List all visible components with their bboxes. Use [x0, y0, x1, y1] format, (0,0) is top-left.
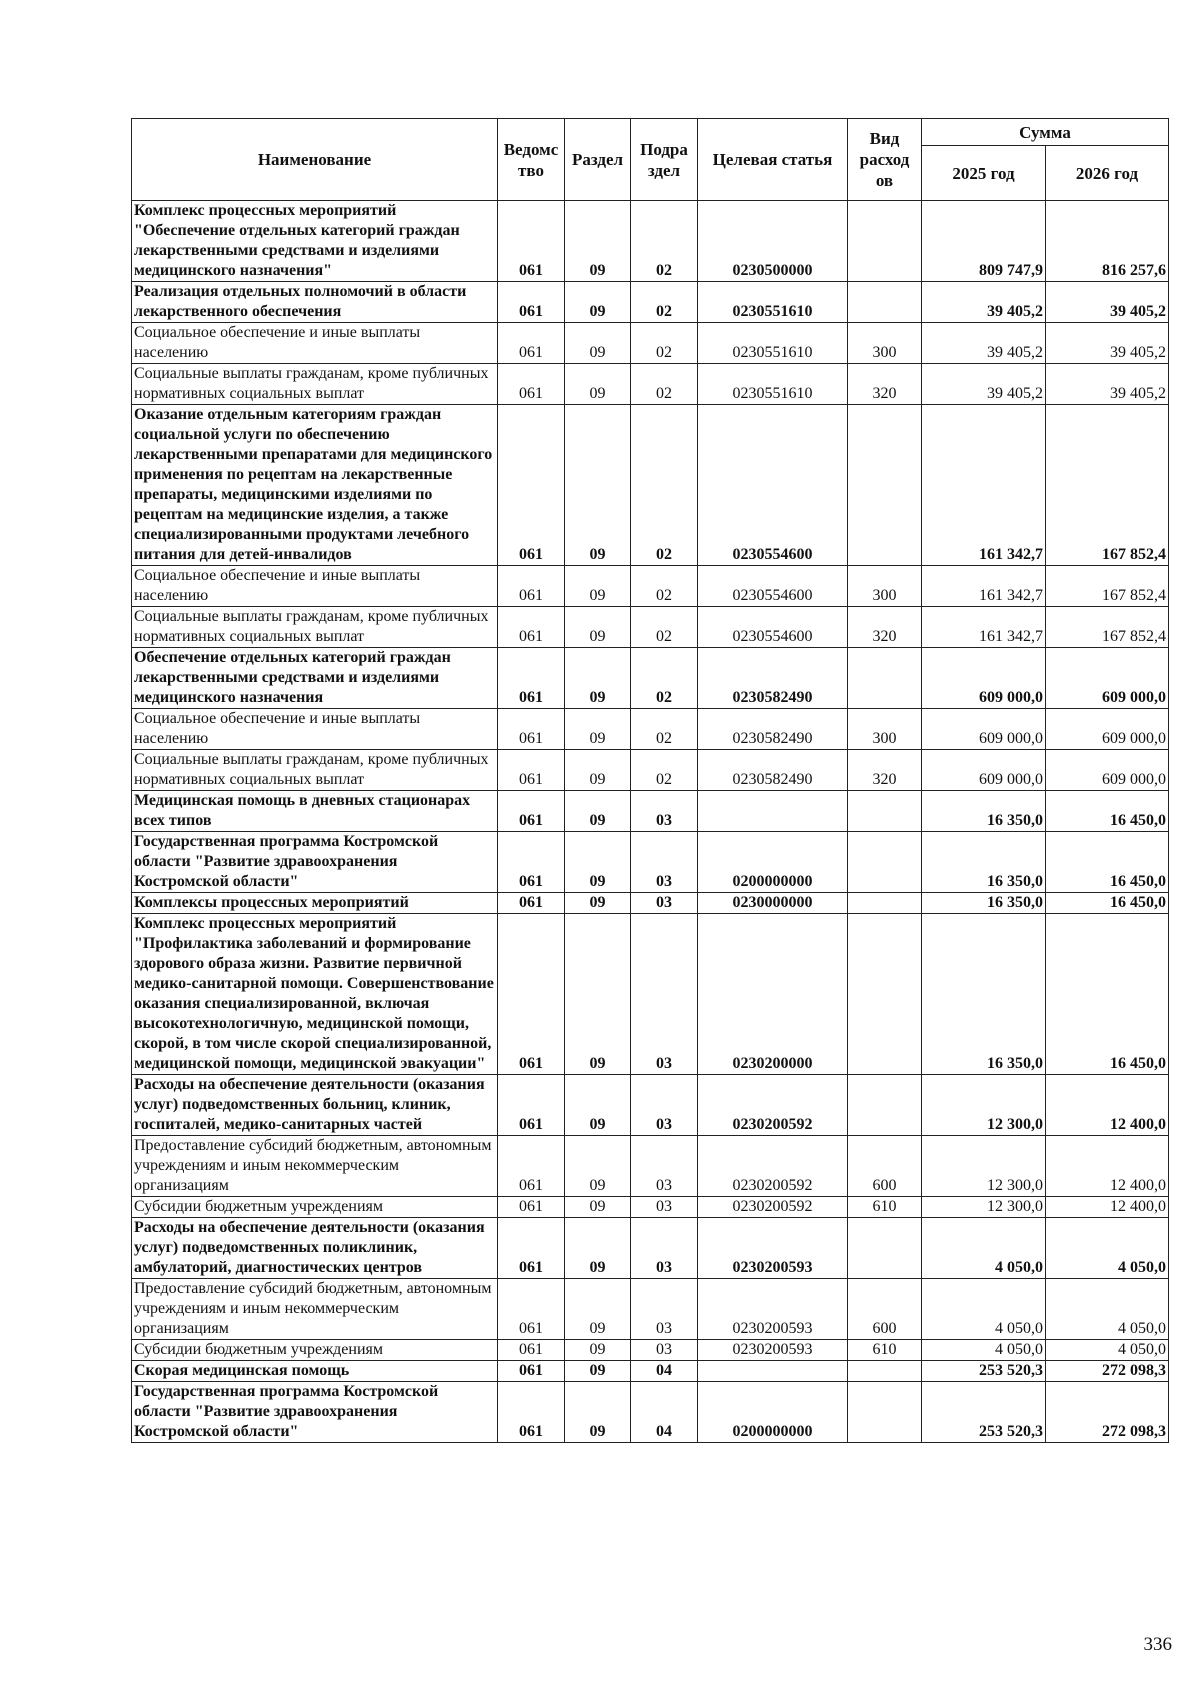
cell-sum-2025: 4 050,0 [922, 1279, 1046, 1340]
cell-vid-rashodov: 320 [848, 607, 922, 648]
cell-celevaya-statya: 0230000000 [698, 893, 848, 914]
cell-celevaya-statya: 0230500000 [698, 201, 848, 282]
table-row [132, 1197, 1169, 1218]
cell-razdel: 09 [565, 1197, 631, 1218]
cell-podrazdel: 03 [631, 1197, 698, 1218]
cell-vedomstvo: 061 [498, 1279, 565, 1340]
cell-name: Государственная программа Костромской области "Развитие здравоохранения Костромской области" [132, 832, 498, 893]
cell-celevaya-statya: 0230554600 [698, 607, 848, 648]
table-row [132, 1279, 1169, 1340]
cell-podrazdel: 03 [631, 1075, 698, 1136]
cell-razdel: 09 [565, 323, 631, 364]
cell-celevaya-statya [698, 1361, 848, 1382]
table-row [132, 1218, 1169, 1279]
cell-sum-2026: 16 450,0 [1046, 791, 1169, 832]
cell-sum-2026: 16 450,0 [1046, 893, 1169, 914]
cell-razdel: 09 [565, 1279, 631, 1340]
cell-name: Социальные выплаты гражданам, кроме публичных нормативных социальных выплат [132, 607, 498, 648]
cell-razdel: 09 [565, 648, 631, 709]
cell-sum-2026: 816 257,6 [1046, 201, 1169, 282]
cell-podrazdel: 02 [631, 201, 698, 282]
cell-sum-2025: 16 350,0 [922, 791, 1046, 832]
cell-vid-rashodov: 300 [848, 566, 922, 607]
table-row [132, 893, 1169, 914]
cell-vedomstvo: 061 [498, 893, 565, 914]
cell-vedomstvo: 061 [498, 1075, 565, 1136]
cell-podrazdel: 02 [631, 323, 698, 364]
cell-sum-2026: 4 050,0 [1046, 1279, 1169, 1340]
cell-razdel: 09 [565, 1382, 631, 1443]
cell-vid-rashodov: 320 [848, 750, 922, 791]
cell-sum-2026: 39 405,2 [1046, 282, 1169, 323]
cell-razdel: 09 [565, 282, 631, 323]
cell-sum-2025: 12 300,0 [922, 1136, 1046, 1197]
cell-celevaya-statya: 0230200593 [698, 1340, 848, 1361]
cell-sum-2025: 253 520,3 [922, 1361, 1046, 1382]
cell-sum-2026: 16 450,0 [1046, 832, 1169, 893]
cell-vid-rashodov [848, 791, 922, 832]
cell-vedomstvo: 061 [498, 1382, 565, 1443]
cell-sum-2026: 167 852,4 [1046, 607, 1169, 648]
cell-razdel: 09 [565, 566, 631, 607]
cell-vedomstvo: 061 [498, 1340, 565, 1361]
header-vedomstvo: Ведомс тво [498, 119, 565, 201]
cell-sum-2025: 12 300,0 [922, 1075, 1046, 1136]
cell-name: Социальное обеспечение и иные выплаты населению [132, 709, 498, 750]
cell-vedomstvo: 061 [498, 791, 565, 832]
cell-sum-2026: 609 000,0 [1046, 648, 1169, 709]
table-row [132, 323, 1169, 364]
cell-vedomstvo: 061 [498, 566, 565, 607]
cell-razdel: 09 [565, 1218, 631, 1279]
header-2026: 2026 год [1046, 146, 1169, 201]
cell-name: Социальное обеспечение и иные выплаты населению [132, 566, 498, 607]
cell-vid-rashodov: 610 [848, 1197, 922, 1218]
cell-vedomstvo: 061 [498, 914, 565, 1075]
cell-name: Медицинская помощь в дневных стационарах всех типов [132, 791, 498, 832]
cell-vedomstvo: 061 [498, 405, 565, 566]
cell-name: Расходы на обеспечение деятельности (оказания услуг) подведомственных поликлиник, амбулаторий, диагностических центров [132, 1218, 498, 1279]
table-row [132, 709, 1169, 750]
cell-celevaya-statya [698, 791, 848, 832]
cell-vedomstvo: 061 [498, 364, 565, 405]
cell-vedomstvo: 061 [498, 607, 565, 648]
cell-podrazdel: 02 [631, 709, 698, 750]
cell-vid-rashodov [848, 1382, 922, 1443]
page-number: 336 [1143, 1634, 1172, 1655]
cell-sum-2026: 609 000,0 [1046, 750, 1169, 791]
table-row [132, 364, 1169, 405]
cell-razdel: 09 [565, 914, 631, 1075]
cell-vid-rashodov [848, 282, 922, 323]
cell-podrazdel: 03 [631, 1218, 698, 1279]
cell-celevaya-statya: 0230551610 [698, 282, 848, 323]
cell-podrazdel: 03 [631, 893, 698, 914]
cell-vid-rashodov [848, 1218, 922, 1279]
cell-podrazdel: 02 [631, 750, 698, 791]
cell-vid-rashodov [848, 648, 922, 709]
cell-sum-2026: 272 098,3 [1046, 1361, 1169, 1382]
budget-table [131, 118, 1169, 1443]
cell-podrazdel: 04 [631, 1382, 698, 1443]
cell-celevaya-statya: 0230200592 [698, 1136, 848, 1197]
cell-vid-rashodov [848, 405, 922, 566]
cell-podrazdel: 04 [631, 1361, 698, 1382]
cell-vedomstvo: 061 [498, 323, 565, 364]
cell-celevaya-statya: 0230200593 [698, 1218, 848, 1279]
cell-vid-rashodov: 600 [848, 1136, 922, 1197]
table-row [132, 1136, 1169, 1197]
cell-sum-2025: 609 000,0 [922, 709, 1046, 750]
table-row [132, 648, 1169, 709]
cell-podrazdel: 03 [631, 914, 698, 1075]
cell-razdel: 09 [565, 750, 631, 791]
budget-sheet [131, 118, 1168, 1443]
cell-celevaya-statya: 0230200592 [698, 1075, 848, 1136]
cell-sum-2026: 12 400,0 [1046, 1075, 1169, 1136]
cell-vedomstvo: 061 [498, 1197, 565, 1218]
cell-name: Предоставление субсидий бюджетным, автономным учреждениям и иным некоммерческим организациям [132, 1279, 498, 1340]
cell-vedomstvo: 061 [498, 832, 565, 893]
cell-vid-rashodov: 610 [848, 1340, 922, 1361]
cell-razdel: 09 [565, 607, 631, 648]
cell-name: Государственная программа Костромской области "Развитие здравоохранения Костромской области" [132, 1382, 498, 1443]
cell-name: Субсидии бюджетным учреждениям [132, 1340, 498, 1361]
cell-name: Оказание отдельным категориям граждан социальной услуги по обеспечению лекарственными препаратами для медицинского применения по рецептам на лекарственные препараты, медицинскими изделиями по рецептам на медицинские изделия, а также специализированными продуктами лечебного питания для детей-инвалидов [132, 405, 498, 566]
cell-celevaya-statya: 0230582490 [698, 750, 848, 791]
cell-name: Комплекс процессных мероприятий "Профилактика заболеваний и формирование здорового образа жизни. Развитие первичной медико-санитарной помощи. Совершенствование оказания специализированной, включая высокотехнологичную, медицинской помощи, скорой, в том числе скорой специализированной, медицинской помощи, медицинской эвакуации" [132, 914, 498, 1075]
cell-celevaya-statya: 0230551610 [698, 323, 848, 364]
header-vid-rashodov: Вид расход ов [848, 119, 922, 201]
cell-celevaya-statya: 0230200000 [698, 914, 848, 1075]
cell-sum-2025: 609 000,0 [922, 750, 1046, 791]
cell-vid-rashodov: 300 [848, 709, 922, 750]
cell-sum-2025: 12 300,0 [922, 1197, 1046, 1218]
cell-podrazdel: 02 [631, 648, 698, 709]
cell-vedomstvo: 061 [498, 750, 565, 791]
cell-sum-2025: 161 342,7 [922, 405, 1046, 566]
cell-vid-rashodov: 320 [848, 364, 922, 405]
cell-vid-rashodov: 300 [848, 323, 922, 364]
cell-vedomstvo: 061 [498, 1361, 565, 1382]
table-row [132, 405, 1169, 566]
cell-sum-2026: 39 405,2 [1046, 364, 1169, 405]
cell-sum-2026: 12 400,0 [1046, 1197, 1169, 1218]
cell-sum-2026: 4 050,0 [1046, 1218, 1169, 1279]
cell-vedomstvo: 061 [498, 282, 565, 323]
cell-celevaya-statya: 0230582490 [698, 709, 848, 750]
cell-sum-2025: 609 000,0 [922, 648, 1046, 709]
table-row [132, 750, 1169, 791]
cell-sum-2026: 16 450,0 [1046, 914, 1169, 1075]
cell-name: Социальные выплаты гражданам, кроме публичных нормативных социальных выплат [132, 750, 498, 791]
cell-sum-2026: 12 400,0 [1046, 1136, 1169, 1197]
cell-sum-2026: 39 405,2 [1046, 323, 1169, 364]
cell-sum-2025: 16 350,0 [922, 893, 1046, 914]
table-row [132, 1361, 1169, 1382]
cell-podrazdel: 02 [631, 566, 698, 607]
cell-celevaya-statya: 0200000000 [698, 1382, 848, 1443]
cell-razdel: 09 [565, 1075, 631, 1136]
cell-sum-2025: 253 520,3 [922, 1382, 1046, 1443]
cell-sum-2025: 4 050,0 [922, 1340, 1046, 1361]
cell-name: Комплексы процессных мероприятий [132, 893, 498, 914]
cell-celevaya-statya: 0230551610 [698, 364, 848, 405]
cell-vid-rashodov [848, 832, 922, 893]
table-row [132, 791, 1169, 832]
cell-name: Расходы на обеспечение деятельности (оказания услуг) подведомственных больниц, клиник, госпиталей, медико-санитарных частей [132, 1075, 498, 1136]
cell-sum-2026: 609 000,0 [1046, 709, 1169, 750]
cell-vid-rashodov [848, 893, 922, 914]
cell-name: Реализация отдельных полномочий в области лекарственного обеспечения [132, 282, 498, 323]
cell-celevaya-statya: 0200000000 [698, 832, 848, 893]
cell-podrazdel: 03 [631, 1279, 698, 1340]
table-row [132, 607, 1169, 648]
cell-razdel: 09 [565, 791, 631, 832]
cell-razdel: 09 [565, 1136, 631, 1197]
cell-razdel: 09 [565, 1340, 631, 1361]
table-row [132, 1340, 1169, 1361]
header-2025: 2025 год [922, 146, 1046, 201]
cell-sum-2025: 4 050,0 [922, 1218, 1046, 1279]
header-celevaya-statya: Целевая статья [698, 119, 848, 201]
table-row [132, 914, 1169, 1075]
cell-name: Субсидии бюджетным учреждениям [132, 1197, 498, 1218]
cell-celevaya-statya: 0230554600 [698, 405, 848, 566]
cell-sum-2025: 16 350,0 [922, 832, 1046, 893]
cell-vedomstvo: 061 [498, 201, 565, 282]
cell-razdel: 09 [565, 893, 631, 914]
cell-celevaya-statya: 0230582490 [698, 648, 848, 709]
cell-name: Скорая медицинская помощь [132, 1361, 498, 1382]
table-row [132, 1075, 1169, 1136]
cell-podrazdel: 02 [631, 282, 698, 323]
cell-vid-rashodov [848, 201, 922, 282]
table-row [132, 832, 1169, 893]
cell-celevaya-statya: 0230554600 [698, 566, 848, 607]
cell-vid-rashodov [848, 1075, 922, 1136]
cell-sum-2026: 272 098,3 [1046, 1382, 1169, 1443]
cell-sum-2026: 167 852,4 [1046, 405, 1169, 566]
cell-razdel: 09 [565, 832, 631, 893]
cell-sum-2026: 167 852,4 [1046, 566, 1169, 607]
cell-razdel: 09 [565, 405, 631, 566]
table-row [132, 201, 1169, 282]
cell-razdel: 09 [565, 364, 631, 405]
cell-vid-rashodov [848, 914, 922, 1075]
cell-sum-2025: 809 747,9 [922, 201, 1046, 282]
cell-podrazdel: 03 [631, 1340, 698, 1361]
header-summa: Сумма [922, 119, 1169, 146]
table-row [132, 566, 1169, 607]
cell-sum-2025: 39 405,2 [922, 364, 1046, 405]
cell-sum-2025: 39 405,2 [922, 323, 1046, 364]
header-name: Наименование [132, 119, 498, 201]
header-razdel: Раздел [565, 119, 631, 201]
header-podrazdel: Подра здел [631, 119, 698, 201]
cell-celevaya-statya: 0230200592 [698, 1197, 848, 1218]
cell-sum-2025: 16 350,0 [922, 914, 1046, 1075]
cell-razdel: 09 [565, 709, 631, 750]
cell-sum-2025: 161 342,7 [922, 566, 1046, 607]
cell-vid-rashodov: 600 [848, 1279, 922, 1340]
cell-name: Социальные выплаты гражданам, кроме публичных нормативных социальных выплат [132, 364, 498, 405]
cell-podrazdel: 03 [631, 832, 698, 893]
table-row [132, 282, 1169, 323]
cell-celevaya-statya: 0230200593 [698, 1279, 848, 1340]
cell-podrazdel: 03 [631, 1136, 698, 1197]
cell-razdel: 09 [565, 201, 631, 282]
cell-podrazdel: 03 [631, 791, 698, 832]
cell-vid-rashodov [848, 1361, 922, 1382]
cell-podrazdel: 02 [631, 607, 698, 648]
cell-podrazdel: 02 [631, 364, 698, 405]
cell-name: Комплекс процессных мероприятий "Обеспечение отдельных категорий граждан лекарственными средствами и изделиями медицинского назначения" [132, 201, 498, 282]
table-row [132, 1382, 1169, 1443]
cell-sum-2026: 4 050,0 [1046, 1340, 1169, 1361]
cell-vedomstvo: 061 [498, 1136, 565, 1197]
cell-vedomstvo: 061 [498, 709, 565, 750]
cell-sum-2025: 39 405,2 [922, 282, 1046, 323]
cell-podrazdel: 02 [631, 405, 698, 566]
cell-vedomstvo: 061 [498, 648, 565, 709]
cell-name: Социальное обеспечение и иные выплаты населению [132, 323, 498, 364]
cell-razdel: 09 [565, 1361, 631, 1382]
cell-sum-2025: 161 342,7 [922, 607, 1046, 648]
cell-name: Предоставление субсидий бюджетным, автономным учреждениям и иным некоммерческим организациям [132, 1136, 498, 1197]
cell-vedomstvo: 061 [498, 1218, 565, 1279]
cell-name: Обеспечение отдельных категорий граждан лекарственными средствами и изделиями медицинского назначения [132, 648, 498, 709]
